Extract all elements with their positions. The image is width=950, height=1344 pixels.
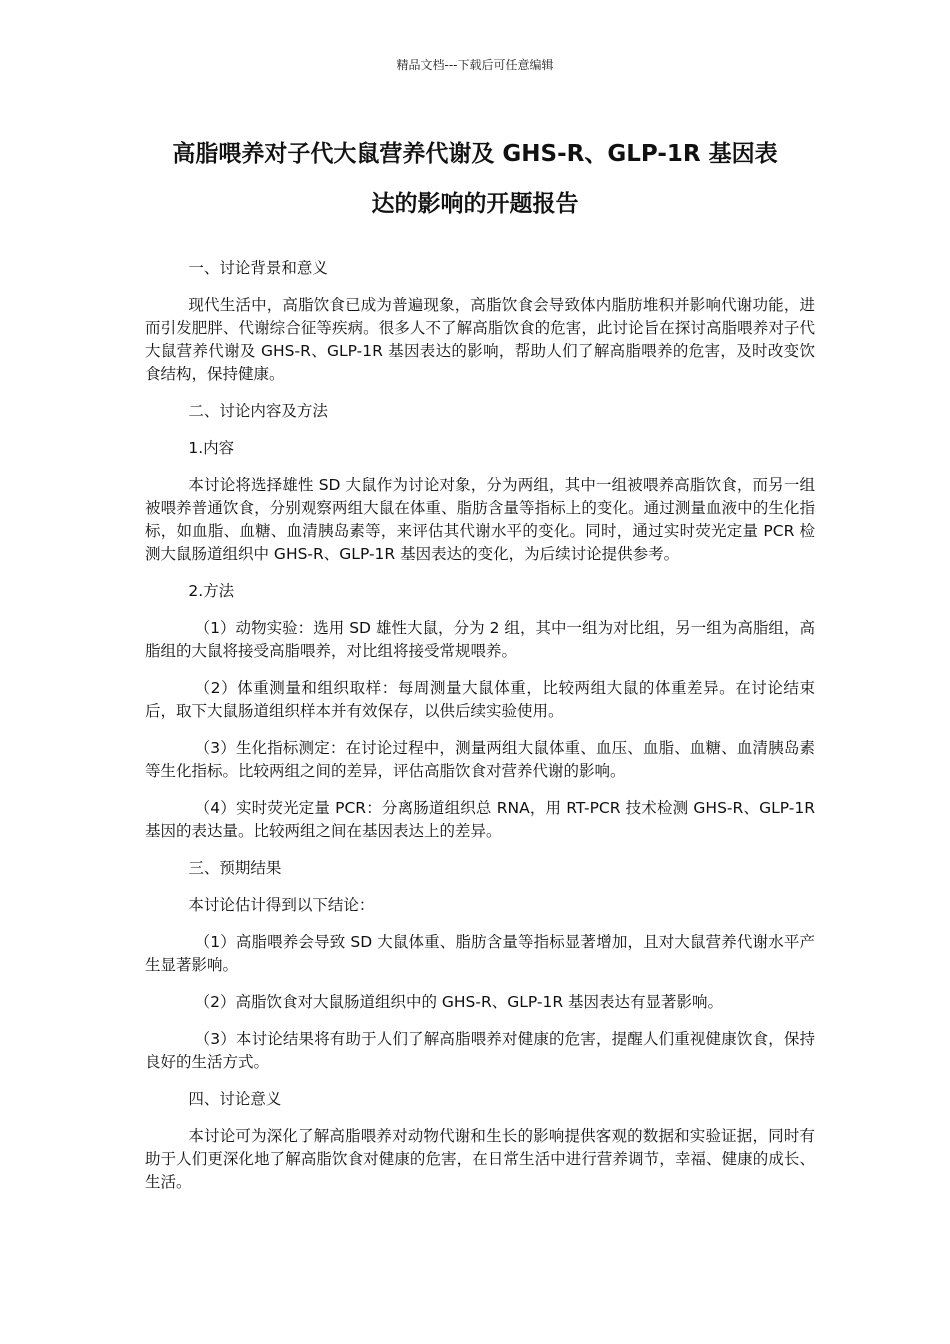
- method-item-3: （3）生化指标测定：在讨论过程中，测量两组大鼠体重、血压、血脂、血糖、血清胰岛素等生化指标。比较两组之间的差异，评估高脂饮食对营养代谢的影响。: [145, 739, 815, 780]
- section-1-heading: 一、讨论背景和意义: [188, 259, 328, 277]
- method-item-4: （4）实时荧光定量 PCR：分离肠道组织总 RNA，用 RT-PCR 技术检测 GHS-R、GLP-1R 基因的表达量。比较两组之间在基因表达上的差异。: [145, 799, 815, 840]
- document-title-line-1: 高脂喂养对子代大鼠营养代谢及 GHS-R、GLP-1R 基因表: [172, 141, 778, 167]
- section-1-paragraph: 现代生活中，高脂饮食已成为普遍现象，高脂饮食会导致体内脂肪堆积并影响代谢功能，进而引发肥胖、代谢综合征等疾病。很多人不了解高脂饮食的危害，此讨论旨在探讨高脂喂养对子代大鼠营养代谢及 GHS-R、GLP-1R 基因表达的影响，帮助人们了解高脂喂养的危害，及时改变饮食结构，保持健康。: [145, 296, 815, 383]
- section-2-subheading-method: 2.方法: [188, 582, 235, 600]
- result-item-2: （2）高脂饮食对大鼠肠道组织中的 GHS-R、GLP-1R 基因表达有显著影响。: [194, 993, 724, 1011]
- section-3-intro: 本讨论估计得到以下结论：: [188, 896, 375, 914]
- result-item-1: （1）高脂喂养会导致 SD 大鼠体重、脂肪含量等指标显著增加，且对大鼠营养代谢水平产生显著影响。: [145, 933, 815, 974]
- section-2-content-paragraph: 本讨论将选择雄性 SD 大鼠作为讨论对象，分为两组，其中一组被喂养高脂饮食，而另一组被喂养普通饮食，分别观察两组大鼠在体重、脂肪含量等指标上的变化。通过测量血液中的生化指标，如血脂、血糖、血清胰岛素等，来评估其代谢水平的变化。同时，通过实时荧光定量 PCR 检测大鼠肠道组织中 GHS-R、GLP-1R 基因表达的变化，为后续讨论提供参考。: [145, 476, 815, 563]
- section-4-paragraph: 本讨论可为深化了解高脂喂养对动物代谢和生长的影响提供客观的数据和实验证据，同时有助于人们更深化地了解高脂饮食对健康的危害，在日常生活中进行营养调节，幸福、健康的成长、生活。: [145, 1127, 815, 1191]
- section-3-heading: 三、预期结果: [188, 859, 282, 877]
- header-note: 精品文档---下载后可任意编辑: [396, 58, 554, 72]
- section-4-heading: 四、讨论意义: [188, 1090, 282, 1108]
- document-title-line-2: 达的影响的开题报告: [371, 191, 579, 217]
- result-item-3: （3）本讨论结果将有助于人们了解高脂喂养对健康的危害，提醒人们重视健康饮食，保持良好的生活方式。: [145, 1030, 815, 1071]
- section-2-subheading-content: 1.内容: [188, 439, 235, 457]
- method-item-1: （1）动物实验：选用 SD 雄性大鼠，分为 2 组，其中一组为对比组，另一组为高脂组，高脂组的大鼠将接受高脂喂养，对比组将接受常规喂养。: [145, 619, 815, 660]
- document-body: [145, 257, 815, 1208]
- section-2-heading: 二、讨论内容及方法: [188, 402, 328, 420]
- method-item-2: （2）体重测量和组织取样：每周测量大鼠体重，比较两组大鼠的体重差异。在讨论结束后，取下大鼠肠道组织样本并有效保存，以供后续实验使用。: [145, 679, 815, 720]
